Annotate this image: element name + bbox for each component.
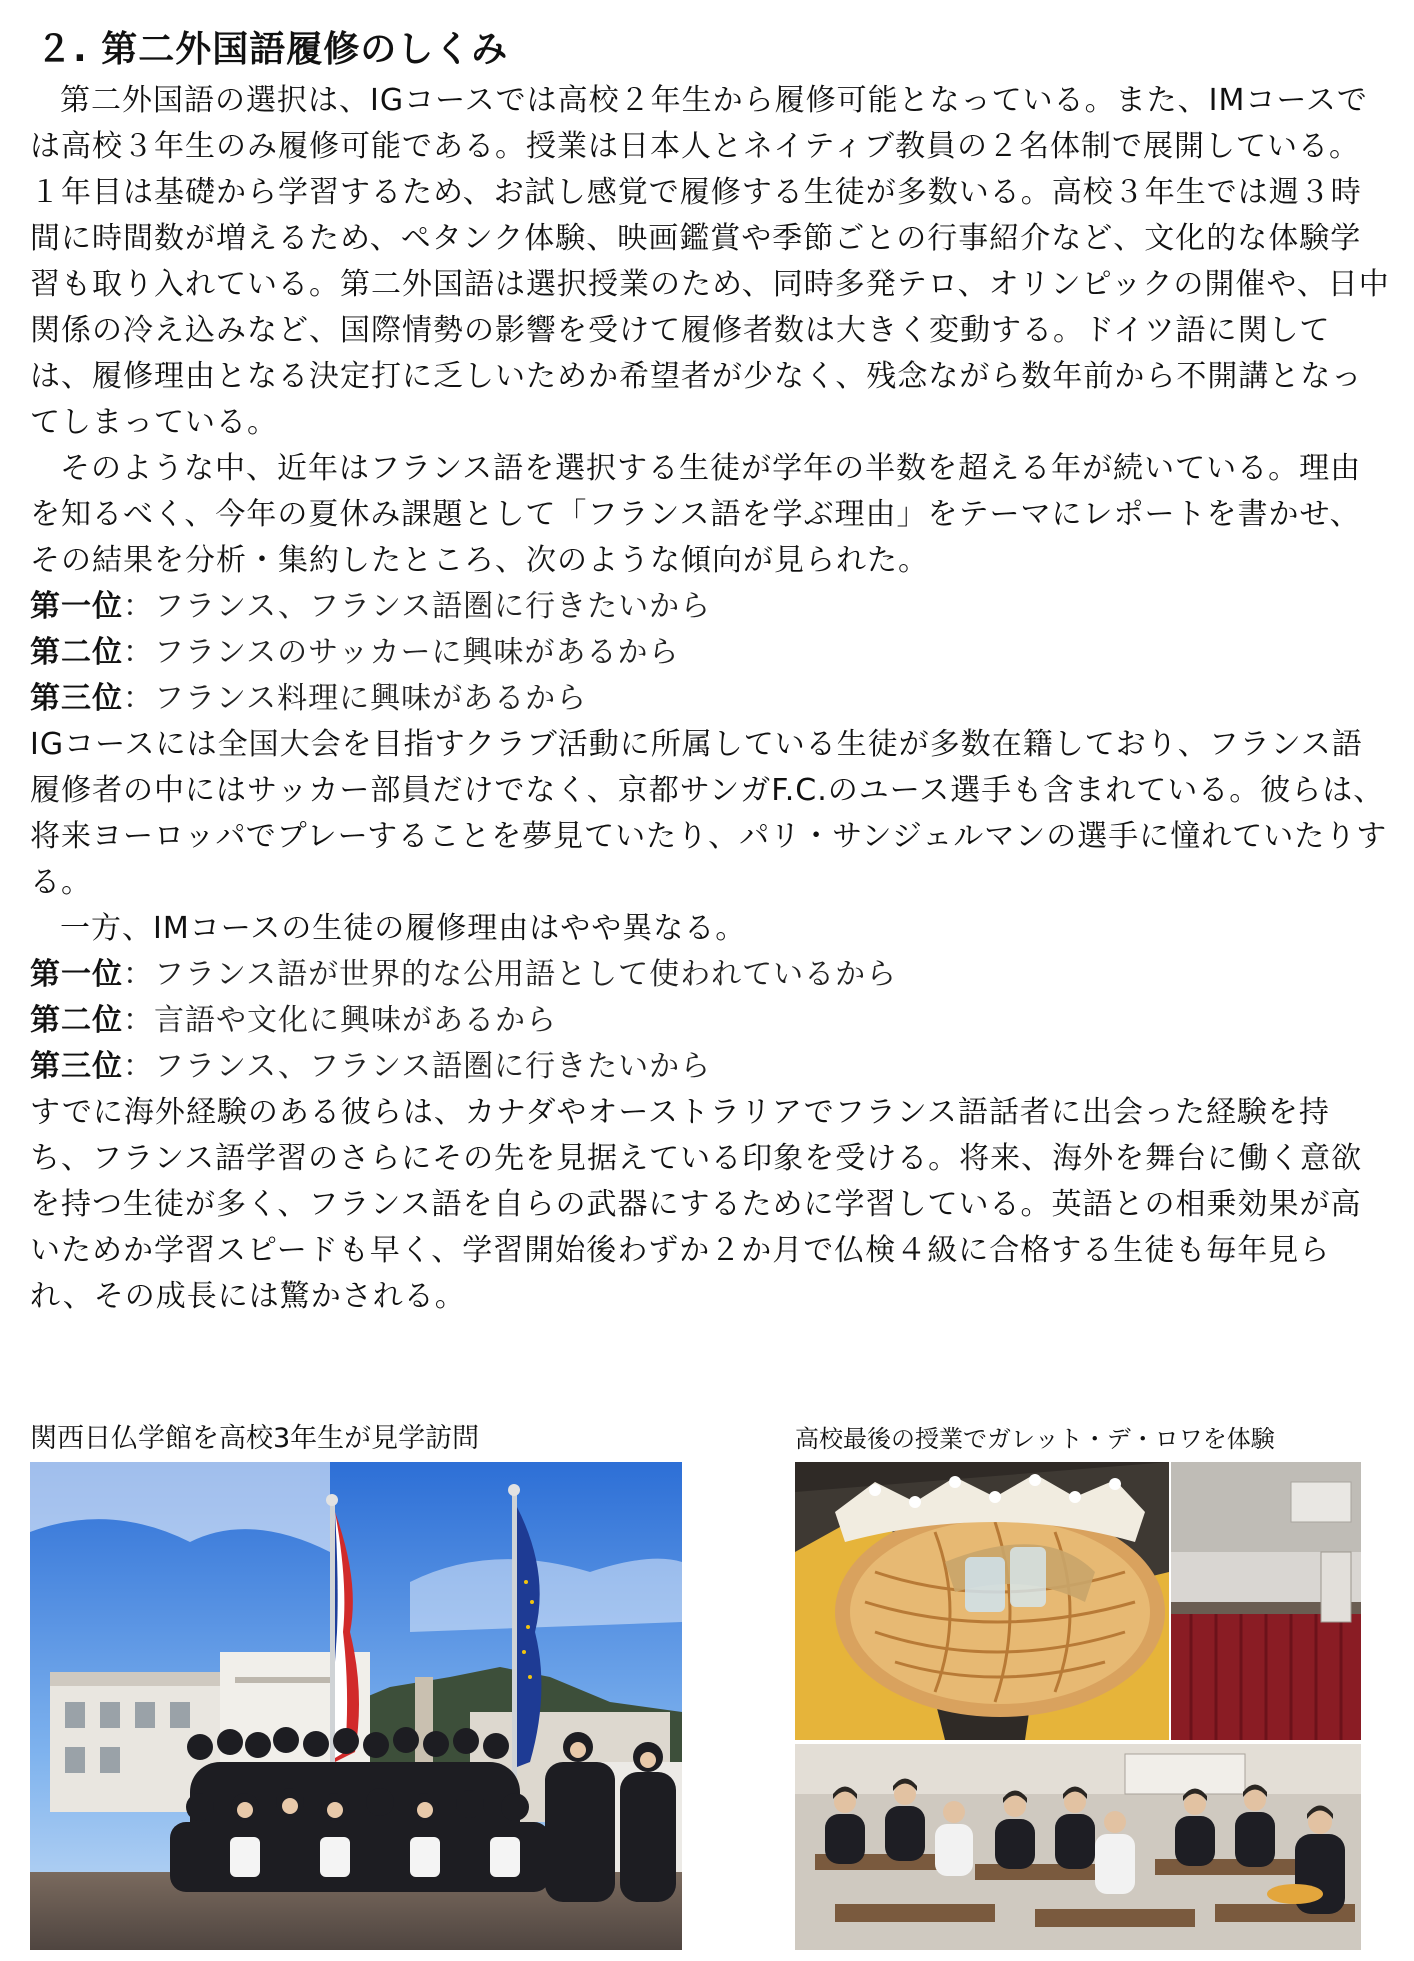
paragraph-ig-course: IGコースには全国大会を目指すクラブ活動に所属している生徒が多数在籍しており、フランス語履修者の中にはサッカー部員だけでなく、京都サンガF.C.のユース選手も含まれている。彼らは、将来ヨーロッパでプレーすることを夢見ていたり、パリ・サンジェルマンの選手に憧れていたりする。 <box>30 727 1388 900</box>
ranking-item <box>30 998 1390 1044</box>
rank-text: ：言語や文化に興味があるから <box>123 1003 557 1038</box>
ranking-item <box>30 1044 1390 1090</box>
rank-text: ：フランス料理に興味があるから <box>123 681 588 716</box>
ranking-item <box>30 630 1390 676</box>
group-photo-image <box>30 1462 682 1950</box>
rank-label: 第三位 <box>30 681 123 716</box>
class-photo-image <box>795 1744 1361 1950</box>
class-photo <box>795 1744 1361 1950</box>
photo-caption-visit: 関西日仏学館を高校3年生が見学訪問 <box>30 1423 480 1454</box>
ranking-item <box>30 584 1390 630</box>
rank-text: ：フランス、フランス語圏に行きたいから <box>123 1049 712 1084</box>
rank-label: 第二位 <box>30 635 123 670</box>
section-heading: ２. 第二外国語履修のしくみ <box>36 29 509 70</box>
rank-label: 第二位 <box>30 1003 123 1038</box>
ig-ranking-list <box>30 584 1390 722</box>
rank-label: 第三位 <box>30 1049 123 1084</box>
rank-text: ：フランス、フランス語圏に行きたいから <box>123 589 712 624</box>
paragraph-im-course: すでに海外経験のある彼らは、カナダやオーストラリアでフランス語話者に出会った経験を持ち、フランス語学習のさらにその先を見据えている印象を受ける。将来、海外を舞台に働く意欲を持つ生徒が多く、フランス語を自らの武器にするために学習している。英語との相乗効果が高いためか学習スピードも早く、学習開始後わずか２か月で仏検４級に合格する生徒も毎年見られ、その成長には驚かされる。 <box>30 1095 1363 1314</box>
rank-label: 第一位 <box>30 957 123 992</box>
galette-photo-image <box>795 1462 1169 1740</box>
rank-text: ：フランスのサッカーに興味があるから <box>123 635 680 670</box>
classroom-photo-image <box>1171 1462 1361 1740</box>
rank-label: 第一位 <box>30 589 123 624</box>
ranking-item <box>30 952 1390 998</box>
paragraph-survey: そのような中、近年はフランス語を選択する生徒が学年の半数を超える年が続いている。理由を知るべく、今年の夏休み課題として「フランス語を学ぶ理由」をテーマにレポートを書かせ、その結果を分析・集約したところ、次のような傾向が見られた。 <box>30 451 1362 578</box>
galette-photo <box>795 1462 1169 1740</box>
article-body <box>30 78 1390 1320</box>
classroom-photo <box>1171 1462 1361 1740</box>
im-ranking-list <box>30 952 1390 1090</box>
paragraph-im-intro: 一方、IMコースの生徒の履修理由はやや異なる。 <box>60 911 747 946</box>
rank-text: ：フランス語が世界的な公用語として使われているから <box>123 957 898 992</box>
ranking-item <box>30 676 1390 722</box>
paragraph-intro: 第二外国語の選択は、IGコースでは高校２年生から履修可能となっている。また、IMコースでは高校３年生のみ履修可能である。授業は日本人とネイティブ教員の２名体制で展開している。１年目は基礎から学習するため、お試し感覚で履修する生徒が多数いる。高校３年生では週３時間に時間数が増えるため、ペタンク体験、映画鑑賞や季節ごとの行事紹介など、文化的な体験学習も取り入れている。第二外国語は選択授業のため、同時多発テロ、オリンピックの開催や、日中関係の冷え込みなど、国際情勢の影響を受けて履修者数は大きく変動する。ドイツ語に関しては、履修理由となる決定打に乏しいためか希望者が少なく、残念ながら数年前から不開講となってしまっている。 <box>30 83 1390 440</box>
photo-caption-galette: 高校最後の授業でガレット・デ・ロワを体験 <box>795 1425 1275 1453</box>
group-photo-visit <box>30 1462 682 1950</box>
